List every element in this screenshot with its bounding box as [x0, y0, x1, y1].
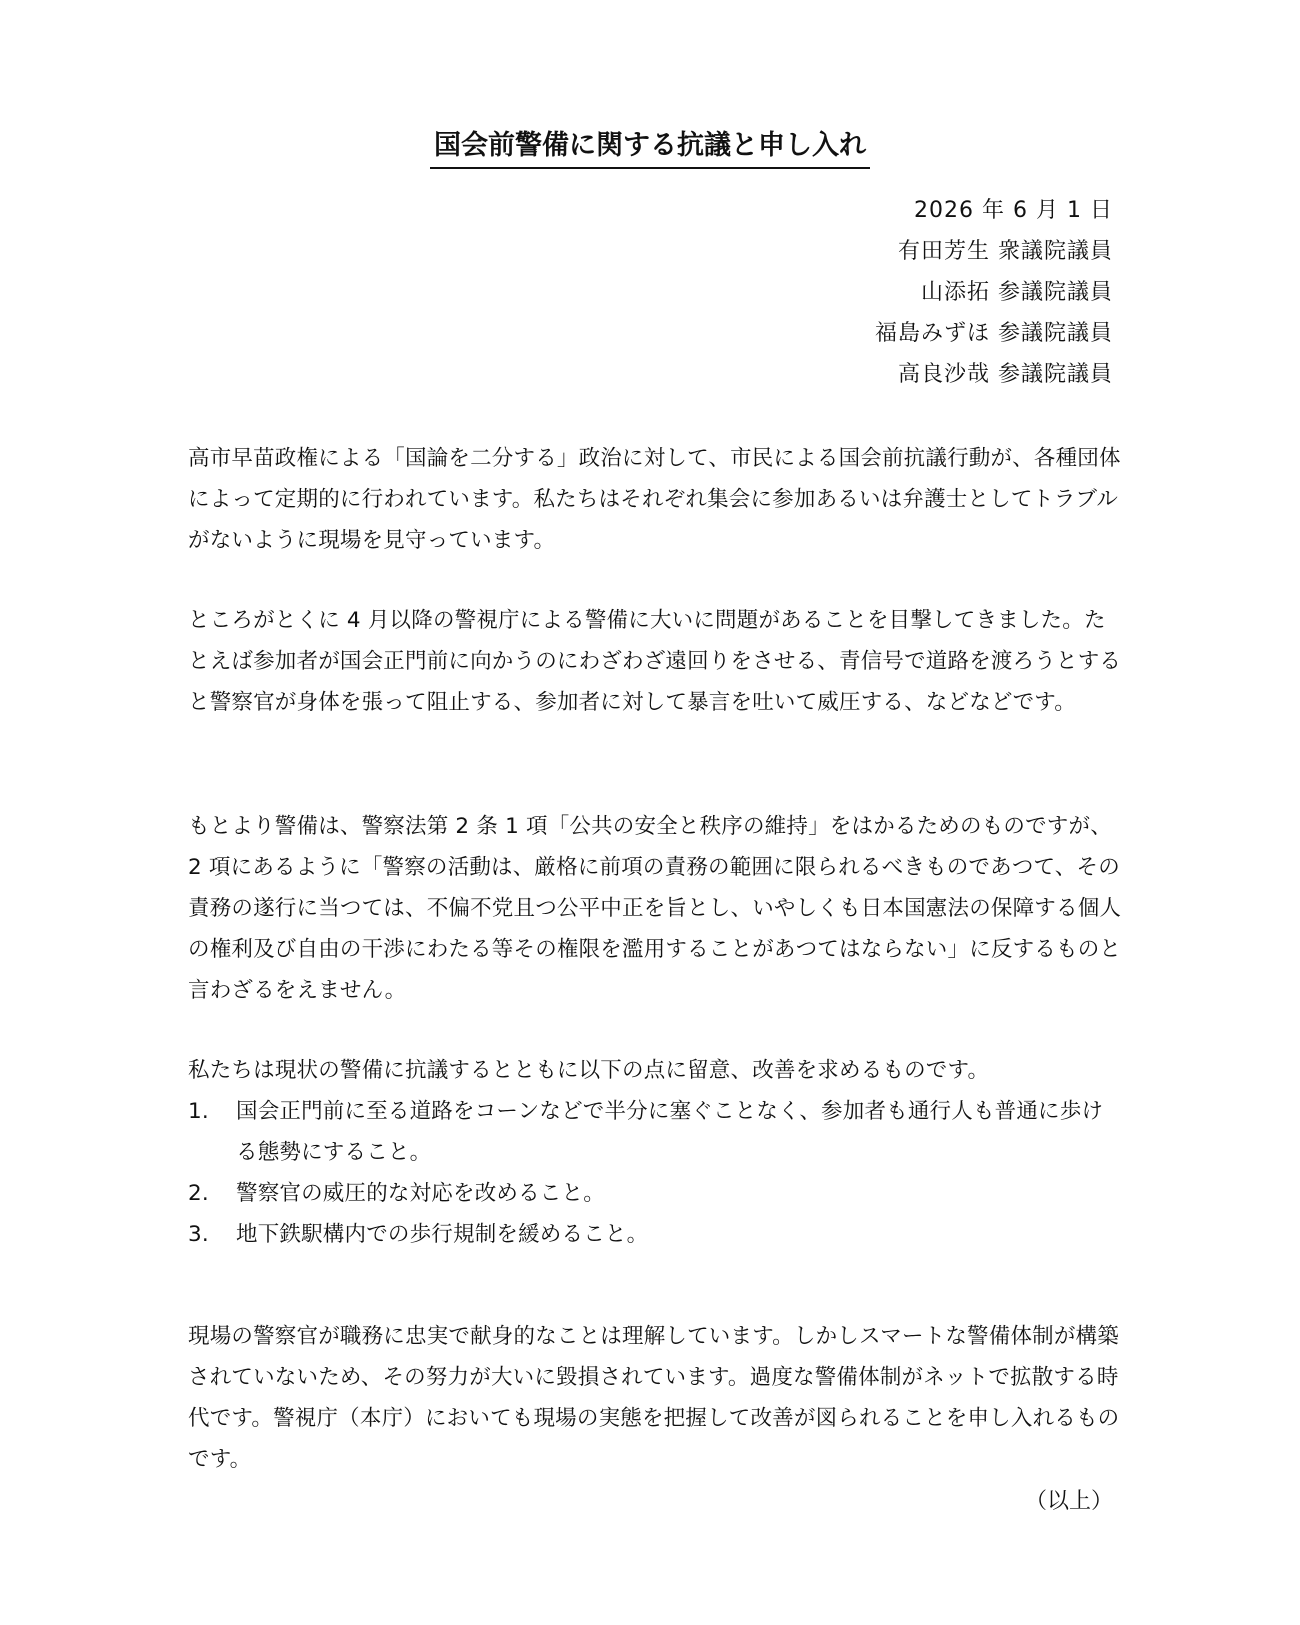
signatory: 高良沙哉 参議院議員: [898, 362, 1113, 387]
paragraph-conclusion: [188, 1316, 1123, 1480]
paragraph-observations: [188, 600, 1123, 723]
requests-section: [188, 1050, 1123, 1255]
paragraph-background: [188, 438, 1123, 561]
request-number: 1.: [188, 1099, 209, 1124]
paragraph-text: ところがとくに 4 月以降の警視庁による警備に大いに問題があることを目撃してきました。たとえば参加者が国会正門前に向かうのにわざわざ遠回りをさせる、青信号で道路を渡ろうとすると警察官が身体を張って阻止する、参加者に対して暴言を吐いて威圧する、などなどです。: [188, 608, 1122, 715]
paragraph-police-law: [188, 806, 1123, 1011]
paragraph-text: 高市早苗政権による「国論を二分する」政治に対して、市民による国会前抗議行動が、各種団体によって定期的に行われています。私たちはそれぞれ集会に参加あるいは弁護士としてトラブルがないように現場を見守っています。: [188, 446, 1121, 553]
signatory: 有田芳生 衆議院議員: [898, 239, 1113, 264]
request-text: 警察官の威圧的な対応を改めること。: [236, 1181, 605, 1206]
request-text: 地下鉄駅構内での歩行規制を緩めること。: [236, 1222, 649, 1247]
signatory: 福島みずほ 参議院議員: [875, 321, 1113, 346]
requests-intro: 私たちは現状の警備に抗議するとともに以下の点に留意、改善を求めるものです。: [188, 1058, 990, 1083]
document-header-meta: [875, 190, 1113, 395]
document-title-text: 国会前警備に関する抗議と申し入れ: [430, 126, 870, 169]
paragraph-text: もとより警備は、警察法第 2 条 1 項「公共の安全と秩序の維持」をはかるためのものですが、2 項にあるように「警察の活動は、厳格に前項の責務の範囲に限られるべきものであつて、その責務の遂行に当つては、不偏不党且つ公平中正を旨とし、いやしくも日本国憲法の保障する個人の権利及び自由の干渉にわたる等その権限を濫用することがあつてはならない」に反するものと言わざるをえません。: [188, 814, 1122, 1003]
signatory: 山添拓 参議院議員: [921, 280, 1113, 305]
request-item: [188, 1091, 1123, 1173]
request-text: 国会正門前に至る道路をコーンなどで半分に塞ぐことなく、参加者も通行人も普通に歩ける態勢にすること。: [236, 1099, 1104, 1165]
request-item: [188, 1214, 1123, 1255]
request-number: 2.: [188, 1181, 209, 1206]
document-title: [0, 126, 1300, 169]
request-number: 3.: [188, 1222, 209, 1247]
closing-mark: （以上）: [1024, 1489, 1113, 1514]
paragraph-text: 現場の警察官が職務に忠実で献身的なことは理解しています。しかしスマートな警備体制が構築されていないため、その努力が大いに毀損されています。過度な警備体制がネットで拡散する時代です。警視庁（本庁）においても現場の実態を把握して改善が図られることを申し入れるものです。: [188, 1324, 1120, 1472]
document-date: 2026 年 6 月 1 日: [914, 198, 1113, 223]
request-item: [188, 1173, 1123, 1214]
